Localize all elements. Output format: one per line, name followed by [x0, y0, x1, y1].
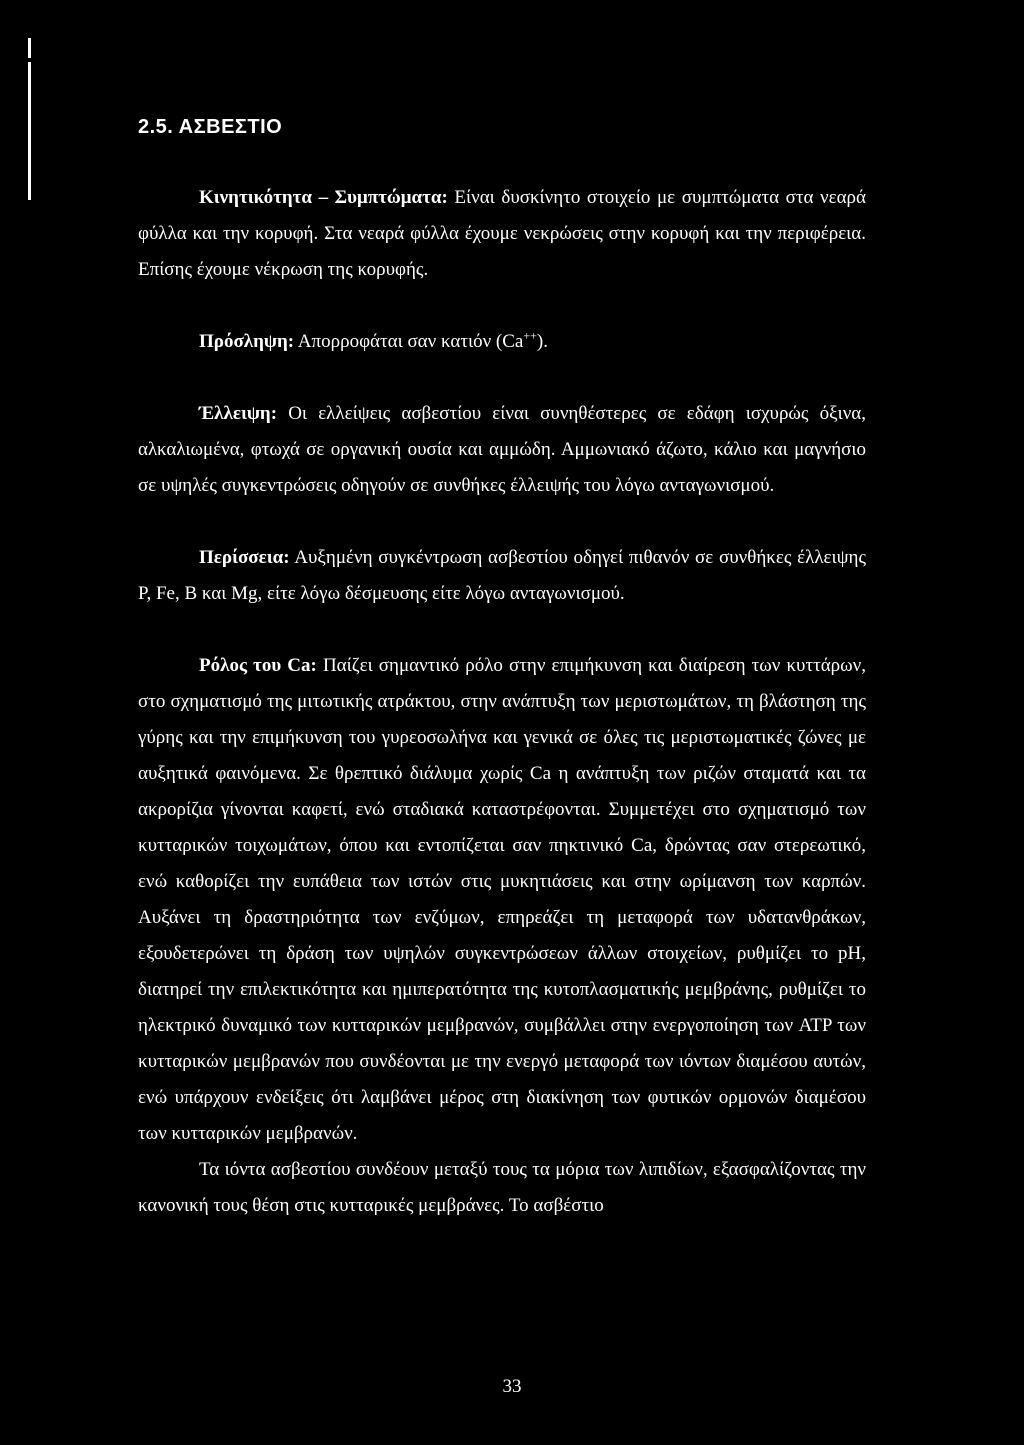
term-mobility: Κινητικότητα – Συμπτώματα:: [199, 187, 448, 208]
paragraph-mobility: [138, 180, 866, 288]
text-role: Παίζει σημαντικό ρόλο στην επιμήκυνση και διαίρεση των κυττάρων, στο σχηματισμό της μιτωτικής ατράκτου, στην ανάπτυξη των μεριστωμάτων, τη βλάστηση της γύρης και την επιμήκυνση του γυρεοσωλήνα και γενικά σε όλες τις μεριστωματικές ζώνες με αυξητικά φαινόμενα. Σε θρεπτικό διάλυμα χωρίς Ca η ανάπτυξη των ριζών σταματά και τα ακρορίζια γίνονται καφετί, ενώ σταδιακά καταστρέφονται. Συμμετέχει στο σχηματισμό των κυτταρικών τοιχωμάτων, όπου και εντοπίζεται σαν πηκτινικό Ca, δρώντας σαν στερεωτικό, ενώ καθορίζει την ευπάθεια των ιστών στις μυκητιάσεις και στην ωρίμανση των καρπών. Αυξάνει τη δραστηριότητα των ενζύμων, επηρεάζει τη μεταφορά των υδατανθράκων, εξουδετερώνει τη δράση των υψηλών συγκεντρώσεων άλλων στοιχείων, ρυθμίζει το pH, διατηρεί την επιλεκτικότητα και ημιπερατότητα της κυτοπλασματικής μεμβράνης, ρυθμίζει το ηλεκτρικό δυναμικό των κυτταρικών μεμβρανών, συμβάλλει στην ενεργοποίηση των ATP των κυτταρικών μεμβρανών που συνδέονται με την ενεργό μεταφορά των ιόντων διαμέσου αυτών, ενώ υπάρχουν ενδείξεις ότι λαμβάνει μέρος στη διακίνηση των φυτικών ορμονών διαμέσου των κυτταρικών μεμβρανών.: [138, 655, 866, 1144]
text-lipids: Τα ιόντα ασβεστίου συνδέουν μεταξύ τους τα μόρια των λιπιδίων, εξασφαλίζοντας την κανονική τους θέση στις κυτταρικές μεμβράνες. Το ασβέστιο: [138, 1159, 866, 1216]
scan-margin-line: [28, 62, 31, 200]
paragraph-deficiency: [138, 396, 866, 504]
paragraph-lipids: [138, 1152, 866, 1224]
text-excess: Αυξημένη συγκέντρωση ασβεστίου οδηγεί πιθανόν σε συνθήκες έλλειψης P, Fe, B και Mg, είτε λόγω δέσμευσης είτε λόγω ανταγωνισμού.: [138, 547, 866, 604]
text-uptake: Απορροφάται σαν κατιόν (Ca: [294, 331, 524, 352]
calcium-charge: ++: [523, 328, 537, 343]
text-uptake-end: ).: [536, 331, 548, 352]
section-heading: 2.5. ΑΣΒΕΣΤΙΟ: [138, 116, 283, 138]
scan-margin-line: [28, 38, 31, 58]
term-role: Ρόλος του Ca:: [199, 655, 317, 676]
paragraph-uptake: [138, 324, 866, 360]
page-number: 33: [502, 1376, 522, 1397]
term-excess: Περίσσεια:: [199, 547, 290, 568]
paragraph-excess: [138, 540, 866, 612]
body-text: [138, 180, 866, 1224]
term-deficiency: Έλλειψη:: [199, 403, 278, 424]
term-uptake: Πρόσληψη:: [199, 331, 295, 352]
text-deficiency: Οι ελλείψεις ασβεστίου είναι συνηθέστερες σε εδάφη ισχυρώς όξινα, αλκαλιωμένα, φτωχά σε οργανική ουσία και αμμώδη. Αμμωνιακό άζωτο, κάλιο και μαγνήσιο σε υψηλές συγκεντρώσεις οδηγούν σε συνθήκες έλλειψής του λόγω ανταγωνισμού.: [138, 403, 866, 496]
paragraph-role: [138, 648, 866, 1152]
text-mobility: Είναι δυσκίνητο στοιχείο με συμπτώματα στα νεαρά φύλλα και την κορυφή. Στα νεαρά φύλλα έχουμε νεκρώσεις στην κορυφή και την περιφέρεια. Επίσης έχουμε νέκρωση της κορυφής.: [138, 187, 866, 280]
